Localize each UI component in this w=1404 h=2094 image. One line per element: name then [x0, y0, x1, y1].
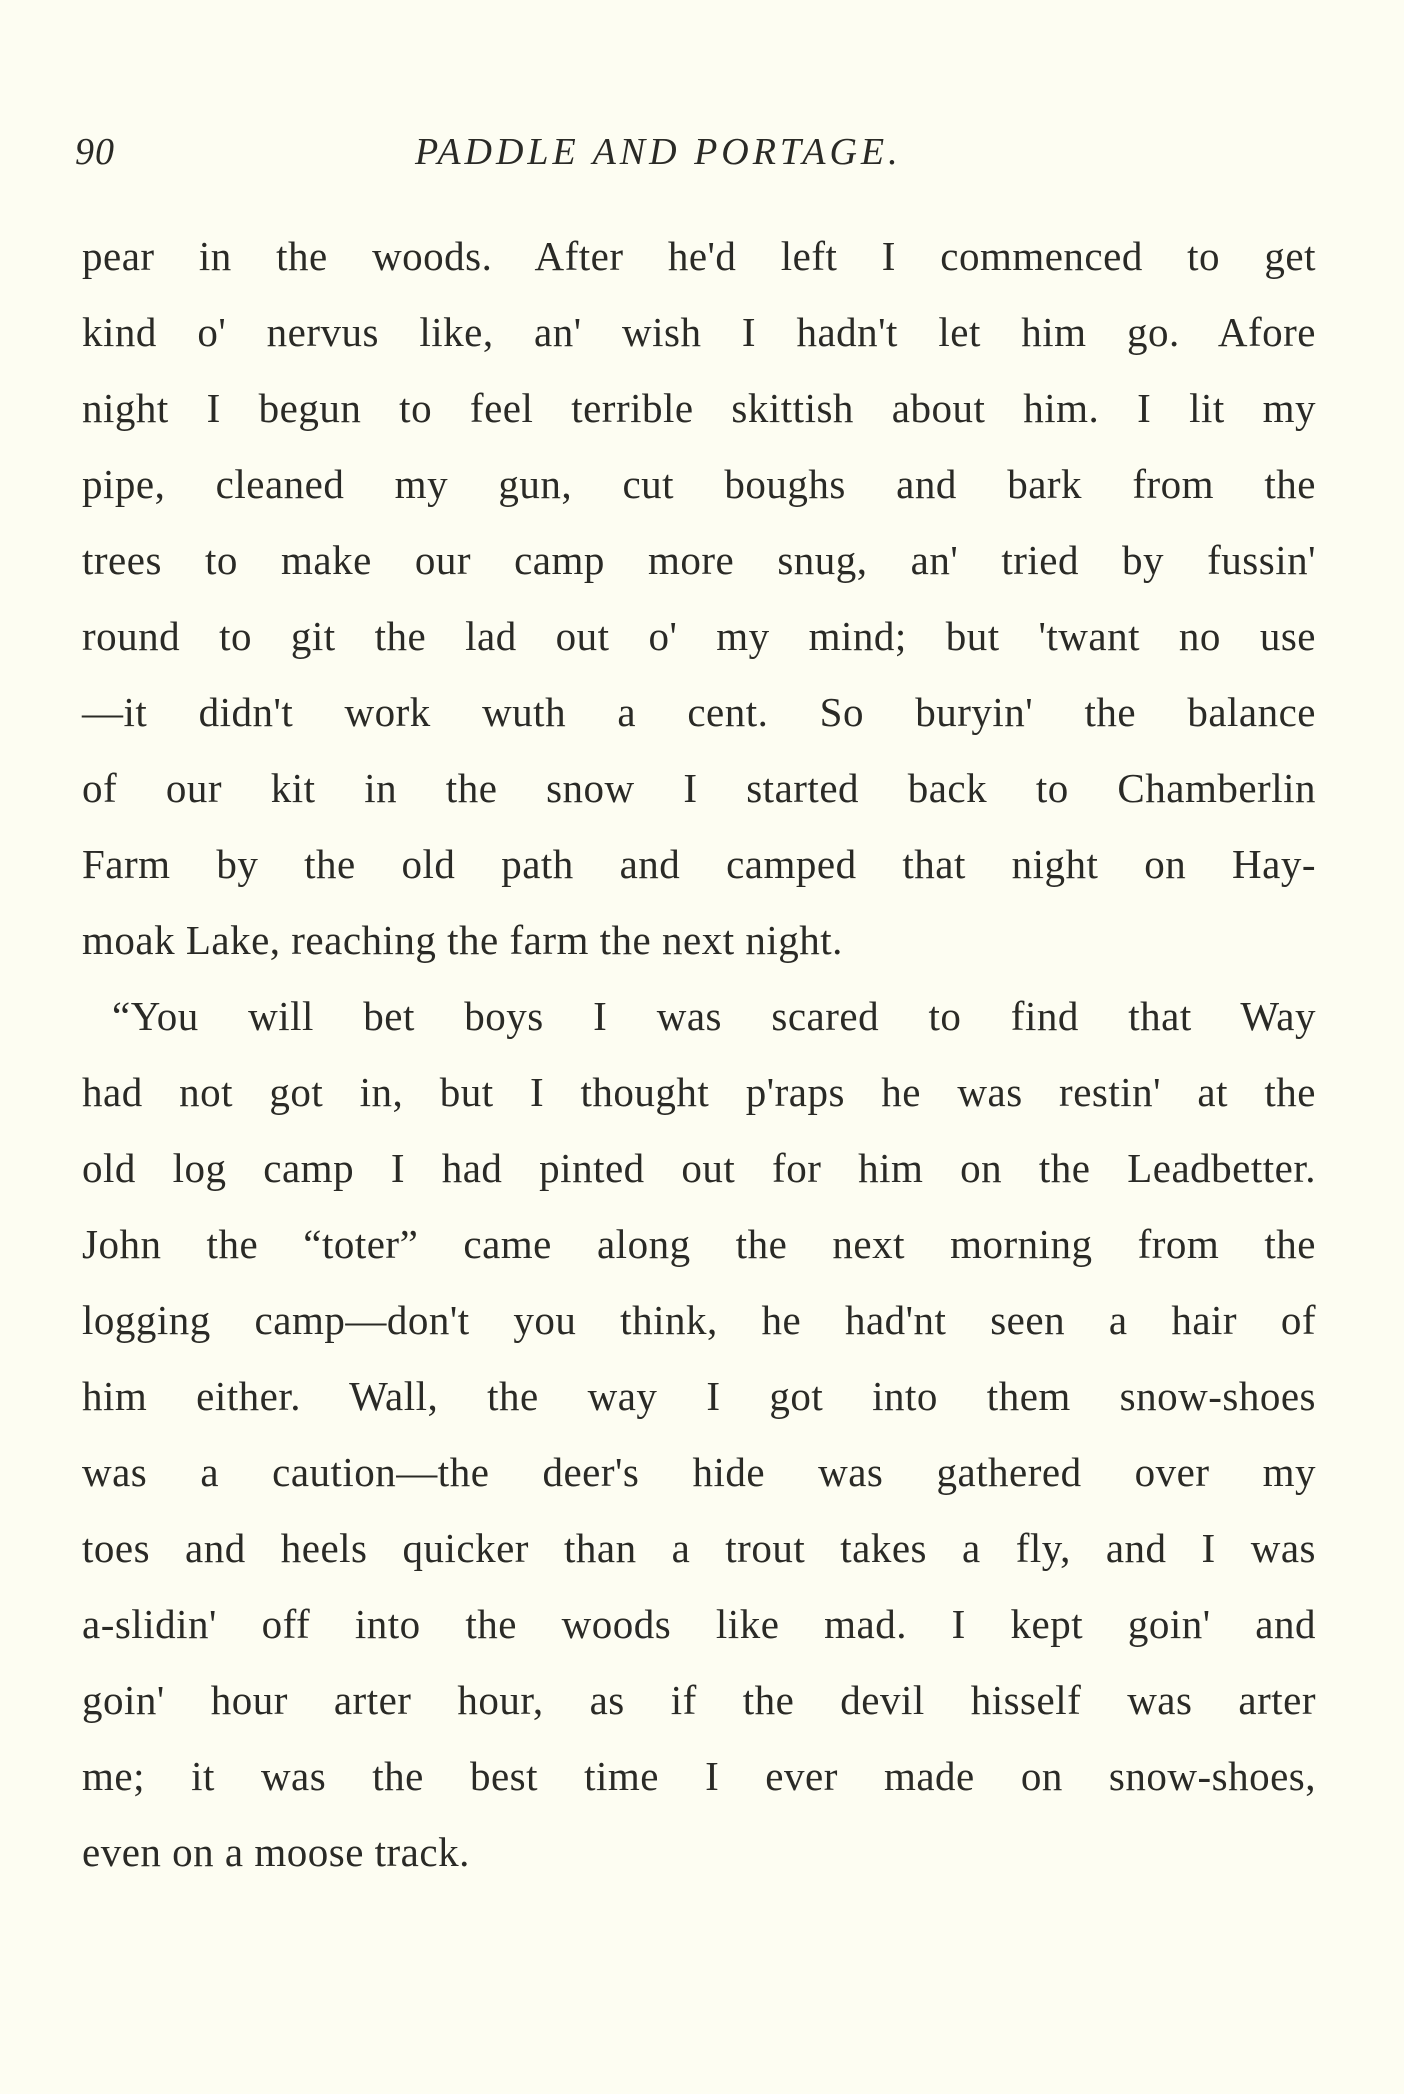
text-line: John the “toter” came along the next morning from the [82, 1221, 1316, 1267]
text-line: was a caution—the deer's hide was gathered over my [82, 1449, 1316, 1495]
text-line: goin' hour arter hour, as if the devil hisself was arter [82, 1677, 1316, 1723]
text-line: —it didn't work wuth a cent. So buryin' the balance [82, 689, 1316, 735]
text-line: of our kit in the snow I started back to Chamberlin [82, 765, 1316, 811]
text-line: trees to make our camp more snug, an' tried by fussin' [82, 537, 1316, 583]
running-title: PADDLE AND PORTAGE. [415, 131, 902, 173]
body-text [82, 227, 1316, 1899]
text-line: night I begun to feel terrible skittish about him. I lit my [82, 385, 1316, 431]
text-line: had not got in, but I thought p'raps he was restin' at the [82, 1069, 1316, 1115]
text-line: toes and heels quicker than a trout takes a fly, and I was [82, 1525, 1316, 1571]
text-line: me; it was the best time I ever made on snow-shoes, [82, 1753, 1316, 1799]
text-line: kind o' nervus like, an' wish I hadn't let him go. Afore [82, 309, 1316, 355]
text-line: Farm by the old path and camped that night on Hay- [82, 841, 1316, 887]
text-line: a-slidin' off into the woods like mad. I kept goin' and [82, 1601, 1316, 1647]
text-line: pipe, cleaned my gun, cut boughs and bark from the [82, 461, 1316, 507]
text-line: even on a moose track. [82, 1829, 470, 1875]
text-line: him either. Wall, the way I got into them snow-shoes [82, 1373, 1316, 1419]
running-head [0, 130, 1404, 180]
page-number: 90 [75, 131, 115, 173]
text-line: logging camp—don't you think, he had'nt seen a hair of [82, 1297, 1316, 1343]
text-line: round to git the lad out o' my mind; but 'twant no use [82, 613, 1316, 659]
text-line: pear in the woods. After he'd left I commenced to get [82, 233, 1316, 279]
text-line: old log camp I had pinted out for him on the Leadbetter. [82, 1145, 1316, 1191]
text-line: moak Lake, reaching the farm the next night. [82, 917, 843, 963]
text-line: “You will bet boys I was scared to find that Way [112, 993, 1316, 1039]
